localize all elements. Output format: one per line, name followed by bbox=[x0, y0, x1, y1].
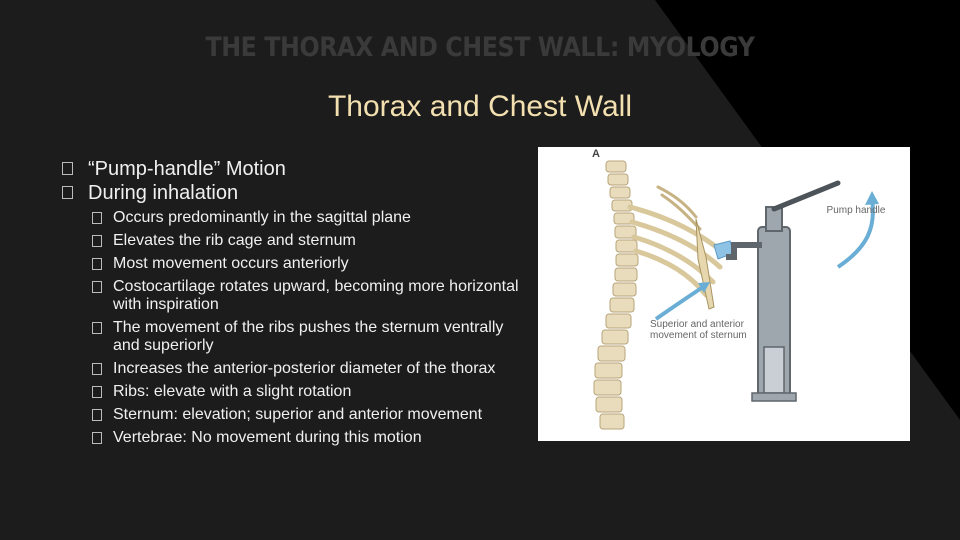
bullet-marker-icon bbox=[92, 432, 102, 444]
sub-bullet-list bbox=[82, 209, 522, 447]
sub-bullet-text: Vertebrae: No movement during this motion bbox=[113, 429, 422, 446]
sub-bullet-text: Occurs predominantly in the sagittal plane bbox=[113, 209, 411, 226]
bullet-marker-icon bbox=[92, 281, 102, 293]
pump-handle-label: Pump handle bbox=[826, 205, 886, 216]
sub-bullet-text: Increases the anterior-posterior diameter of the thorax bbox=[113, 360, 496, 377]
bullet-list bbox=[62, 157, 522, 452]
bullet-marker-icon bbox=[92, 386, 102, 398]
spine-icon bbox=[594, 161, 638, 429]
water-pump-icon bbox=[726, 183, 838, 401]
sub-bullet-item bbox=[82, 360, 522, 378]
bullet-marker-icon bbox=[62, 162, 73, 175]
sternum-movement-label: Superior and anterior movement of sternum bbox=[650, 319, 747, 341]
movement-arrow-icon bbox=[656, 287, 703, 319]
bullet-marker-icon bbox=[92, 409, 102, 421]
sub-bullet-item bbox=[82, 383, 522, 401]
slide-title: THE THORAX AND CHEST WALL: MYOLOGY bbox=[205, 32, 755, 63]
sub-bullet-item bbox=[82, 319, 522, 355]
sub-bullet-item bbox=[82, 406, 522, 424]
spine-and-pump-drawing bbox=[538, 147, 910, 441]
slide-subtitle: Thorax and Chest Wall bbox=[327, 90, 632, 123]
bullet-text: During inhalation bbox=[88, 182, 239, 204]
sub-bullet-item bbox=[82, 278, 522, 314]
pump-handle-illustration bbox=[538, 147, 910, 441]
sub-bullet-text: Sternum: elevation; superior and anterior movement bbox=[113, 406, 483, 423]
bullet-marker-icon bbox=[92, 235, 102, 247]
figure-panel-letter: A bbox=[592, 148, 600, 160]
bullet-marker-icon bbox=[92, 258, 102, 270]
bullet-marker-icon bbox=[92, 322, 102, 334]
sub-bullet-text: Most movement occurs anteriorly bbox=[113, 255, 349, 272]
bullet-item bbox=[62, 157, 522, 181]
sub-bullet-item bbox=[82, 255, 522, 273]
sub-bullet-text: The movement of the ribs pushes the sternum ventrally and superiorly bbox=[113, 319, 504, 354]
sub-bullet-text: Elevates the rib cage and sternum bbox=[113, 232, 356, 249]
bullet-text: “Pump-handle” Motion bbox=[88, 158, 286, 180]
sub-bullet-text: Costocartilage rotates upward, becoming more horizontal with inspiration bbox=[113, 278, 519, 313]
bullet-marker-icon bbox=[92, 212, 102, 224]
bullet-item bbox=[62, 181, 522, 205]
sub-bullet-text: Ribs: elevate with a slight rotation bbox=[113, 383, 352, 400]
bullet-marker-icon bbox=[92, 363, 102, 375]
bullet-marker-icon bbox=[62, 186, 73, 199]
sub-bullet-item bbox=[82, 429, 522, 447]
sub-bullet-item bbox=[82, 232, 522, 250]
sub-bullet-item bbox=[82, 209, 522, 227]
